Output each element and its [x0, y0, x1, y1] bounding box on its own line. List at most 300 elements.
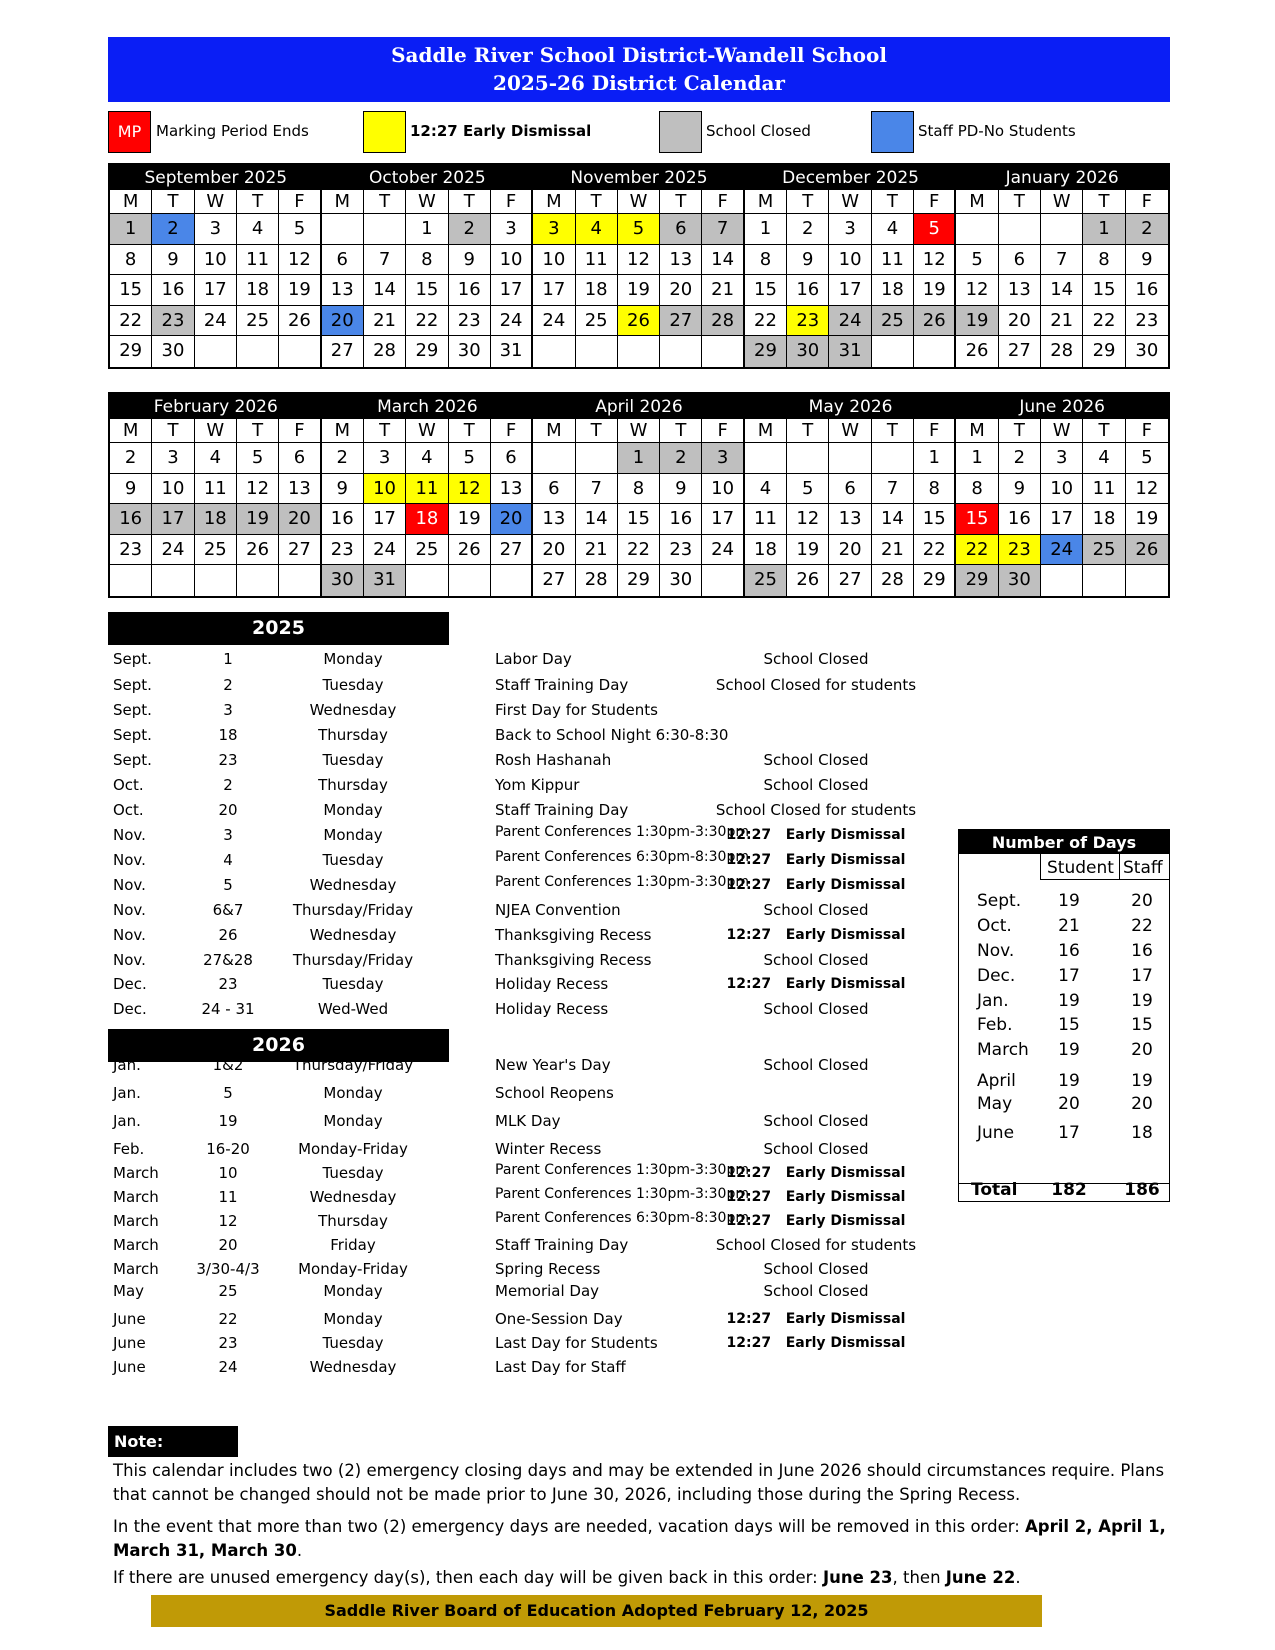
calendar-day: 2 [152, 214, 194, 245]
event-month: Nov. [113, 951, 146, 969]
calendar-day: 19 [787, 535, 829, 566]
days-month: Jan. [977, 991, 1009, 1011]
event-status: School Closed [763, 1260, 869, 1278]
calendar-day: 13 [999, 275, 1041, 306]
calendar-day: 13 [660, 245, 702, 276]
event-weekday: Thursday [318, 726, 388, 744]
calendar-day: 8 [110, 245, 152, 276]
days-total-student: 182 [1051, 1180, 1087, 1200]
calendar-day: 12 [787, 504, 829, 535]
event-row [113, 1209, 953, 1234]
days-staff: 20 [1131, 1094, 1153, 1114]
adoption-footer: Saddle River Board of Education Adopted February 12, 2025 [151, 1595, 1042, 1627]
event-month: Sept. [113, 751, 152, 769]
calendar-day: 6 [999, 245, 1041, 276]
calendar-day: 4 [576, 214, 618, 245]
weekday-header: W [618, 419, 660, 443]
days-staff: 18 [1131, 1123, 1153, 1143]
calendar-block-spring [108, 392, 1170, 598]
calendar-day: 24 [533, 306, 575, 337]
event-name: Staff Training Day [495, 1236, 629, 1254]
weekday-header: M [745, 419, 787, 443]
event-row [113, 873, 953, 898]
calendar-day: 3 [829, 214, 871, 245]
event-row [113, 1279, 953, 1304]
calendar-day: 26 [237, 535, 279, 566]
event-date: 24 [218, 1358, 238, 1376]
event-weekday: Wednesday [309, 1358, 397, 1376]
days-student: 19 [1058, 1071, 1080, 1091]
legend-label-early-dismissal: 12:27 Early Dismissal [410, 122, 592, 140]
calendar-day: 25 [745, 565, 787, 596]
calendar-day: 30 [322, 565, 364, 596]
days-student: 17 [1058, 1123, 1080, 1143]
event-status: School Closed [763, 1000, 869, 1018]
event-row [113, 1331, 953, 1356]
calendar-empty-cell [702, 565, 744, 596]
calendar-day: 3 [364, 443, 406, 474]
month-title: December 2025 [782, 168, 919, 188]
weekday-header: M [322, 190, 364, 214]
weekday-header: F [491, 419, 533, 443]
calendar-day: 12 [237, 474, 279, 505]
calendar-day: 17 [364, 504, 406, 535]
month-title: February 2026 [153, 397, 278, 417]
weekday-header: T [576, 419, 618, 443]
divider [1040, 854, 1041, 880]
calendar-day: 16 [152, 275, 194, 306]
days-staff: 15 [1131, 1015, 1153, 1035]
calendar-day: 11 [576, 245, 618, 276]
event-date: 25 [218, 1282, 238, 1300]
event-weekday: Monday [323, 1282, 383, 1300]
event-name: Parent Conferences 6:30pm-8:30pm [495, 849, 749, 865]
calendar-day: 22 [745, 306, 787, 337]
days-month: June [977, 1123, 1015, 1143]
calendar-day: 26 [449, 535, 491, 566]
event-date: 16-20 [206, 1140, 250, 1158]
event-row [113, 923, 953, 948]
calendar-day: 23 [999, 535, 1041, 566]
calendar-day: 12 [449, 474, 491, 505]
calendar-day: 1 [618, 443, 660, 474]
calendar-day: 13 [322, 275, 364, 306]
legend-swatch-marking-period: MP [108, 111, 151, 153]
calendar-day: 31 [491, 336, 533, 367]
calendar-day: 2 [1126, 214, 1168, 245]
event-status: 12:27 Early Dismissal [726, 877, 906, 893]
calendar-day: 24 [829, 306, 871, 337]
calendar-day: 11 [745, 504, 787, 535]
calendar-day: 7 [702, 214, 744, 245]
event-row [113, 698, 953, 723]
calendar-day: 9 [152, 245, 194, 276]
calendar-day: 23 [660, 535, 702, 566]
calendar-empty-cell [618, 336, 660, 367]
event-status: 12:27 Early Dismissal [726, 1213, 906, 1229]
calendar-day: 4 [745, 474, 787, 505]
calendar-day: 2 [322, 443, 364, 474]
days-table-title: Number of Days [959, 830, 1169, 854]
event-month: Jan. [113, 1084, 141, 1102]
event-month: Nov. [113, 851, 146, 869]
weekday-header: W [195, 190, 237, 214]
calendar-day: 9 [1126, 245, 1168, 276]
calendar-day: 9 [110, 474, 152, 505]
days-col-student: Student [1047, 858, 1114, 878]
calendar-day: 2 [999, 443, 1041, 474]
calendar-day: 26 [956, 336, 998, 367]
event-date: 26 [218, 926, 238, 944]
note-text: If there are unused emergency day(s), then each day will be given back in this order: [113, 1568, 823, 1587]
weekday-header: F [279, 190, 321, 214]
calendar-day: 17 [533, 275, 575, 306]
calendar-empty-cell [576, 336, 618, 367]
calendar-day: 12 [279, 245, 321, 276]
calendar-day: 5 [279, 214, 321, 245]
calendar-day: 5 [449, 443, 491, 474]
event-weekday: Monday [323, 650, 383, 668]
event-date: 11 [218, 1188, 238, 1206]
event-date: 18 [218, 726, 238, 744]
days-total-row [959, 1178, 1169, 1202]
calendar-day: 28 [872, 565, 914, 596]
calendar-day: 6 [829, 474, 871, 505]
calendar-day: 14 [702, 245, 744, 276]
weekday-header: W [1041, 190, 1083, 214]
calendar-day: 10 [195, 245, 237, 276]
calendar-day: 30 [152, 336, 194, 367]
event-name: Staff Training Day [495, 676, 629, 694]
event-date: 23 [218, 975, 238, 993]
calendar-day: 25 [872, 306, 914, 337]
calendar-empty-cell [1041, 214, 1083, 245]
event-row [113, 1109, 953, 1134]
header-title: Saddle River School District-Wandell School [391, 43, 887, 67]
calendar-day: 7 [1041, 245, 1083, 276]
days-month: Feb. [977, 1015, 1013, 1035]
calendar-day: 17 [152, 504, 194, 535]
legend-label-school-closed: School Closed [706, 122, 811, 140]
calendar-day: 23 [449, 306, 491, 337]
calendar-day: 23 [110, 535, 152, 566]
calendar-day: 4 [872, 214, 914, 245]
calendar-empty-cell [364, 214, 406, 245]
calendar-day: 20 [533, 535, 575, 566]
calendar-day: 16 [999, 504, 1041, 535]
weekday-header: F [279, 419, 321, 443]
note-text: In the event that more than two (2) emergency days are needed, vacation days will be removed in this order: [113, 1517, 1026, 1536]
event-weekday: Thursday/Friday [292, 1056, 414, 1074]
event-weekday: Wednesday [309, 876, 397, 894]
event-month: Nov. [113, 826, 146, 844]
weekday-header: T [237, 190, 279, 214]
calendar-empty-cell [999, 214, 1041, 245]
calendar-day: 15 [914, 504, 956, 535]
event-month: May [113, 1282, 145, 1300]
event-row [113, 948, 953, 973]
calendar-day: 9 [322, 474, 364, 505]
calendar-day: 31 [364, 565, 406, 596]
calendar-day: 20 [829, 535, 871, 566]
calendar-day: 20 [491, 504, 533, 535]
event-month: Dec. [113, 1000, 147, 1018]
event-status: 12:27 Early Dismissal [726, 1335, 906, 1351]
calendar-day: 7 [364, 245, 406, 276]
event-weekday: Monday [323, 1084, 383, 1102]
event-name: First Day for Students [495, 701, 658, 719]
note-bold-dates: April 2, April 1, March 31, March 30 [113, 1517, 1166, 1560]
days-student: 19 [1058, 1040, 1080, 1060]
calendar-day: 13 [829, 504, 871, 535]
event-row [113, 673, 953, 698]
calendar-day: 2 [110, 443, 152, 474]
event-status: School Closed [763, 1282, 869, 1300]
event-status: School Closed [763, 951, 869, 969]
calendar-day: 20 [660, 275, 702, 306]
event-month: Dec. [113, 975, 147, 993]
weekday-header: T [787, 419, 829, 443]
calendar-day: 12 [956, 275, 998, 306]
event-weekday: Wednesday [309, 926, 397, 944]
calendar-day: 1 [914, 443, 956, 474]
calendar-day: 22 [406, 306, 448, 337]
weekday-header: F [491, 190, 533, 214]
calendar-day: 26 [914, 306, 956, 337]
weekday-header: M [745, 190, 787, 214]
calendar-day: 12 [914, 245, 956, 276]
event-weekday: Monday [323, 1310, 383, 1328]
calendar-day: 29 [618, 565, 660, 596]
calendar-day: 19 [618, 275, 660, 306]
calendar-empty-cell [279, 565, 321, 596]
month-title: April 2026 [595, 397, 683, 417]
event-row [113, 997, 953, 1022]
calendar-day: 24 [364, 535, 406, 566]
event-date: 4 [223, 851, 233, 869]
calendar-day: 13 [533, 504, 575, 535]
calendar-day: 25 [1083, 535, 1125, 566]
event-weekday: Wednesday [309, 701, 397, 719]
weekday-header: W [1041, 419, 1083, 443]
event-name: Parent Conferences 1:30pm-3:30pm [495, 1186, 749, 1202]
weekday-header: T [364, 419, 406, 443]
calendar-day: 15 [110, 275, 152, 306]
calendar-day: 27 [533, 565, 575, 596]
calendar-day: 10 [533, 245, 575, 276]
days-staff: 19 [1131, 991, 1153, 1011]
weekday-header: M [110, 190, 152, 214]
weekday-header: T [660, 419, 702, 443]
days-col-staff: Staff [1123, 858, 1163, 878]
days-row [959, 989, 1169, 1013]
calendar-day: 5 [618, 214, 660, 245]
calendar-empty-cell [533, 336, 575, 367]
event-month: March [113, 1188, 159, 1206]
days-student: 17 [1058, 966, 1080, 986]
calendar-day: 30 [787, 336, 829, 367]
note-label: Note: [108, 1426, 238, 1457]
event-row [113, 1355, 953, 1380]
calendar-day: 11 [406, 474, 448, 505]
calendar-block-fall [108, 163, 1170, 369]
event-date: 19 [218, 1112, 238, 1130]
weekday-header: W [618, 190, 660, 214]
calendar-day: 10 [829, 245, 871, 276]
calendar-day: 15 [745, 275, 787, 306]
event-status: School Closed [763, 751, 869, 769]
weekday-header: T [449, 419, 491, 443]
calendar-day: 12 [1126, 474, 1168, 505]
note-bold-date: June 22 [945, 1568, 1016, 1587]
legend-label-staff-pd: Staff PD-No Students [918, 122, 1076, 140]
calendar-empty-cell [1083, 565, 1125, 596]
calendar-empty-cell [533, 443, 575, 474]
calendar-empty-cell [660, 336, 702, 367]
event-month: June [113, 1334, 146, 1352]
calendar-grid [110, 190, 1168, 367]
calendar-day: 11 [195, 474, 237, 505]
event-date: 6&7 [212, 901, 244, 919]
weekday-header: T [576, 190, 618, 214]
event-name: Rosh Hashanah [495, 751, 612, 769]
weekday-header: W [406, 190, 448, 214]
calendar-day: 19 [279, 275, 321, 306]
calendar-day: 19 [449, 504, 491, 535]
calendar-day: 4 [237, 214, 279, 245]
event-month: March [113, 1164, 159, 1182]
days-total-staff: 186 [1124, 1180, 1160, 1200]
calendar-empty-cell [449, 565, 491, 596]
days-staff: 20 [1131, 1040, 1153, 1060]
days-student: 19 [1058, 891, 1080, 911]
event-month: Oct. [113, 801, 144, 819]
days-staff: 20 [1131, 891, 1153, 911]
calendar-day: 28 [1041, 336, 1083, 367]
calendar-day: 24 [152, 535, 194, 566]
event-name: Winter Recess [495, 1140, 602, 1158]
days-staff: 17 [1131, 966, 1153, 986]
weekday-header: T [660, 190, 702, 214]
event-month: March [113, 1236, 159, 1254]
days-row [959, 889, 1169, 913]
event-weekday: Monday [323, 1112, 383, 1130]
calendar-day: 5 [237, 443, 279, 474]
calendar-day: 24 [491, 306, 533, 337]
month-title: January 2026 [1005, 168, 1119, 188]
calendar-day: 23 [1126, 306, 1168, 337]
event-name: Yom Kippur [495, 776, 580, 794]
event-weekday: Tuesday [322, 1334, 384, 1352]
calendar-day: 6 [533, 474, 575, 505]
event-date: 12 [218, 1212, 238, 1230]
month-titles [110, 394, 1168, 419]
days-month: Dec. [977, 966, 1016, 986]
event-name: Parent Conferences 1:30pm-3:30pm [495, 874, 749, 890]
calendar-day: 8 [914, 474, 956, 505]
weekday-header: T [152, 190, 194, 214]
event-status: 12:27 Early Dismissal [726, 852, 906, 868]
calendar-empty-cell [237, 336, 279, 367]
weekday-header: M [956, 419, 998, 443]
calendar-day: 8 [956, 474, 998, 505]
event-weekday: Monday [323, 801, 383, 819]
calendar-day: 29 [956, 565, 998, 596]
calendar-day: 22 [914, 535, 956, 566]
days-row [959, 964, 1169, 988]
calendar-day: 16 [322, 504, 364, 535]
calendar-day: 19 [914, 275, 956, 306]
calendar-empty-cell [195, 336, 237, 367]
calendar-day: 22 [1083, 306, 1125, 337]
calendar-day: 6 [660, 214, 702, 245]
calendar-day: 10 [491, 245, 533, 276]
calendar-day: 25 [237, 306, 279, 337]
event-month: June [113, 1358, 146, 1376]
calendar-day: 29 [406, 336, 448, 367]
calendar-day: 3 [195, 214, 237, 245]
event-status: 12:27 Early Dismissal [726, 976, 906, 992]
event-name: Holiday Recess [495, 1000, 609, 1018]
note-text: . [296, 1541, 303, 1560]
weekday-header: M [956, 190, 998, 214]
event-date: 1 [223, 650, 233, 668]
calendar-day: 27 [829, 565, 871, 596]
event-date: 1&2 [212, 1056, 244, 1074]
calendar-day: 30 [1135, 340, 1159, 362]
calendar-day: 20 [279, 504, 321, 535]
calendar-day: 10 [1041, 474, 1083, 505]
calendar-day: 18 [872, 275, 914, 306]
weekday-header: M [533, 190, 575, 214]
calendar-day: 18 [195, 504, 237, 535]
event-status: 12:27 Early Dismissal [726, 827, 906, 843]
event-weekday: Tuesday [322, 851, 384, 869]
weekday-header: F [914, 190, 956, 214]
calendar-day: 27 [660, 306, 702, 337]
calendar-day: 14 [576, 504, 618, 535]
event-weekday: Tuesday [322, 975, 384, 993]
calendar-day: 16 [449, 275, 491, 306]
event-date: 22 [218, 1310, 238, 1328]
days-total-label: Total [971, 1180, 1018, 1200]
calendar-day: 22 [110, 306, 152, 337]
calendar-day: 11 [1083, 474, 1125, 505]
calendar-day: 14 [1041, 275, 1083, 306]
event-date: 24 - 31 [201, 1000, 255, 1018]
event-status: 12:27 Early Dismissal [726, 1165, 906, 1181]
calendar-day: 25 [576, 306, 618, 337]
calendar-empty-cell [1126, 565, 1168, 596]
calendar-empty-cell [914, 336, 956, 367]
event-name: Thanksgiving Recess [495, 951, 652, 969]
calendar-day: 9 [787, 245, 829, 276]
event-name: MLK Day [495, 1112, 561, 1130]
calendar-header [108, 37, 1170, 102]
calendar-day: 18 [237, 275, 279, 306]
days-student: 20 [1058, 1094, 1080, 1114]
event-weekday: Thursday/Friday [292, 951, 414, 969]
days-staff: 19 [1131, 1071, 1153, 1091]
event-row [113, 748, 953, 773]
weekday-header: F [1126, 190, 1168, 214]
calendar-empty-cell [702, 336, 744, 367]
calendar-day: 20 [322, 306, 364, 337]
calendar-day: 21 [1041, 306, 1083, 337]
event-weekday: Monday-Friday [298, 1140, 408, 1158]
event-date: 23 [218, 751, 238, 769]
calendar-day: 11 [872, 245, 914, 276]
